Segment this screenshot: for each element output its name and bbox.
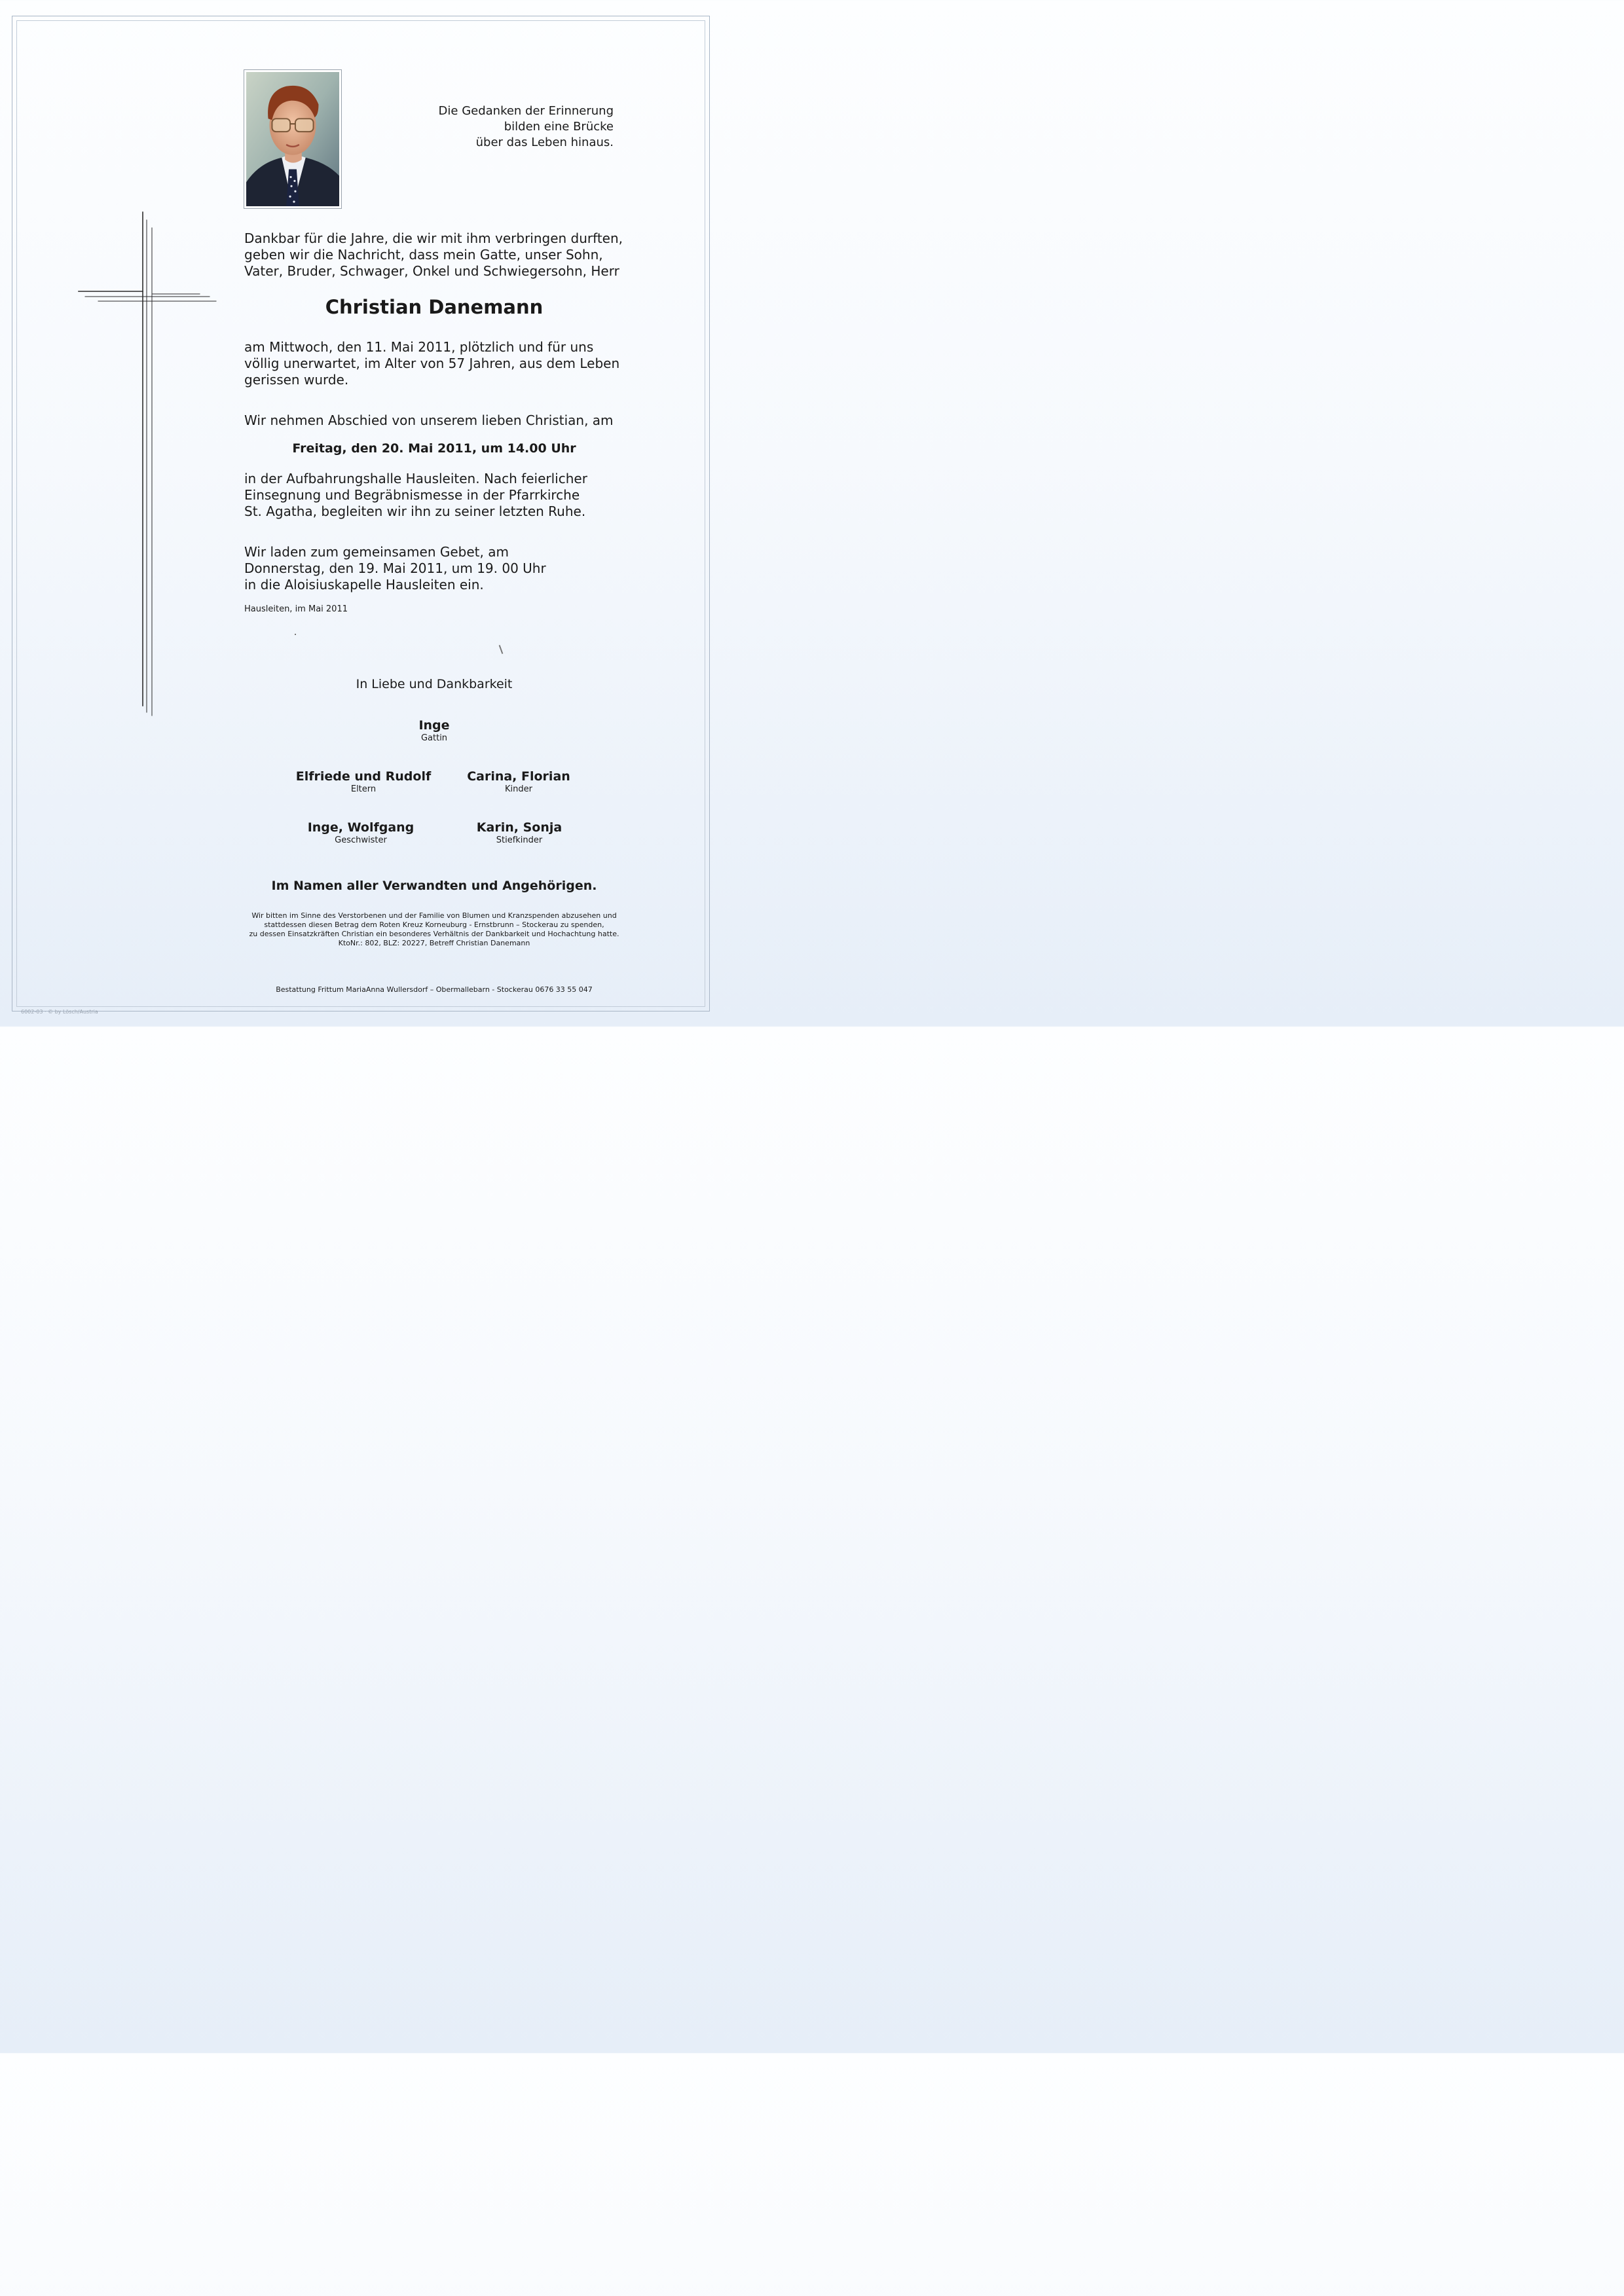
quote-line: bilden eine Brücke xyxy=(504,120,614,134)
intro-paragraph xyxy=(244,230,624,280)
text-line: St. Agatha, begleiten wir ihn zu seiner letzten Ruhe. xyxy=(244,503,586,519)
family-name: Carina, Florian xyxy=(467,769,570,784)
deceased-name: Christian Danemann xyxy=(325,296,544,318)
text-line: Donnerstag, den 19. Mai 2011, um 19. 00 Uhr xyxy=(244,560,546,576)
text-line: gerissen wurde. xyxy=(244,372,349,388)
family-role: Kinder xyxy=(505,784,532,794)
family-role: Gattin xyxy=(420,733,448,743)
family-name: Inge, Wolfgang xyxy=(307,820,415,835)
scan-speck xyxy=(295,634,296,635)
note-line: Wir bitten im Sinne des Verstorbenen und der Familie von Blumen und Kranzspenden abzusehen und xyxy=(251,911,617,920)
cross-icon xyxy=(72,208,223,719)
closing-line: Im Namen aller Verwandten und Angehörigen. xyxy=(271,879,597,893)
text-line: in der Aufbahrungshalle Hausleiten. Nach feierlicher xyxy=(244,471,587,486)
funeral-date: Freitag, den 20. Mai 2011, um 14.00 Uhr xyxy=(292,441,576,456)
family-stepchildren xyxy=(434,820,604,846)
donation-note xyxy=(244,911,624,948)
family-siblings xyxy=(276,820,446,846)
place-date: Hausleiten, im Mai 2011 xyxy=(244,604,348,614)
text-line: Einsegnung und Begräbnismesse in der Pfarrkirche xyxy=(244,487,580,503)
portrait-photo xyxy=(244,69,342,209)
prayer-paragraph xyxy=(244,544,624,593)
text-line: Dankbar für die Jahre, die wir mit ihm verbringen durften, xyxy=(244,230,623,246)
family-name: Karin, Sonja xyxy=(476,820,563,835)
text-line: völlig unerwartet, im Alter von 57 Jahren, aus dem Leben xyxy=(244,355,620,371)
farewell-line: Wir nehmen Abschied von unserem lieben Christian, am xyxy=(244,412,614,428)
undertaker-info: Bestattung Frittum MariaAnna Wullersdorf – Obermallebarn - Stockerau 0676 33 55 047 xyxy=(276,985,593,994)
family-name: Inge xyxy=(418,718,450,733)
family-role: Eltern xyxy=(350,784,377,794)
ceremony-paragraph xyxy=(244,471,624,520)
printer-imprint: 6002-03 · © by Lösch/Austria xyxy=(21,1009,98,1015)
family-spouse xyxy=(349,718,519,744)
text-line: Wir laden zum gemeinsamen Gebet, am xyxy=(244,544,509,560)
family-role: Geschwister xyxy=(335,835,387,845)
thanks-line: In Liebe und Dankbarkeit xyxy=(356,677,513,691)
text-line: geben wir die Nachricht, dass mein Gatte, unser Sohn, xyxy=(244,247,603,263)
family-parents xyxy=(278,769,449,795)
death-paragraph xyxy=(244,339,624,388)
quote-line: Die Gedanken der Erinnerung xyxy=(438,104,614,118)
note-line: stattdessen diesen Betrag dem Roten Kreuz Korneuburg - Ernstbrunn – Stockerau zu spenden, xyxy=(264,920,604,929)
text-line: am Mittwoch, den 11. Mai 2011, plötzlich und für uns xyxy=(244,339,594,355)
family-children xyxy=(434,769,604,795)
text-line: in die Aloisiuskapelle Hausleiten ein. xyxy=(244,577,484,592)
quote-line: über das Leben hinaus. xyxy=(475,136,614,149)
text-line: Vater, Bruder, Schwager, Onkel und Schwiegersohn, Herr xyxy=(244,263,619,279)
note-line: KtoNr.: 802, BLZ: 20227, Betreff Christian Danemann xyxy=(338,939,530,947)
family-role: Stiefkinder xyxy=(496,835,543,845)
note-line: zu dessen Einsatzkräften Christian ein besonderes Verhältnis der Dankbarkeit und Hochachtung hatte. xyxy=(249,930,619,938)
family-name: Elfriede und Rudolf xyxy=(295,769,432,784)
memorial-quote xyxy=(417,103,614,151)
